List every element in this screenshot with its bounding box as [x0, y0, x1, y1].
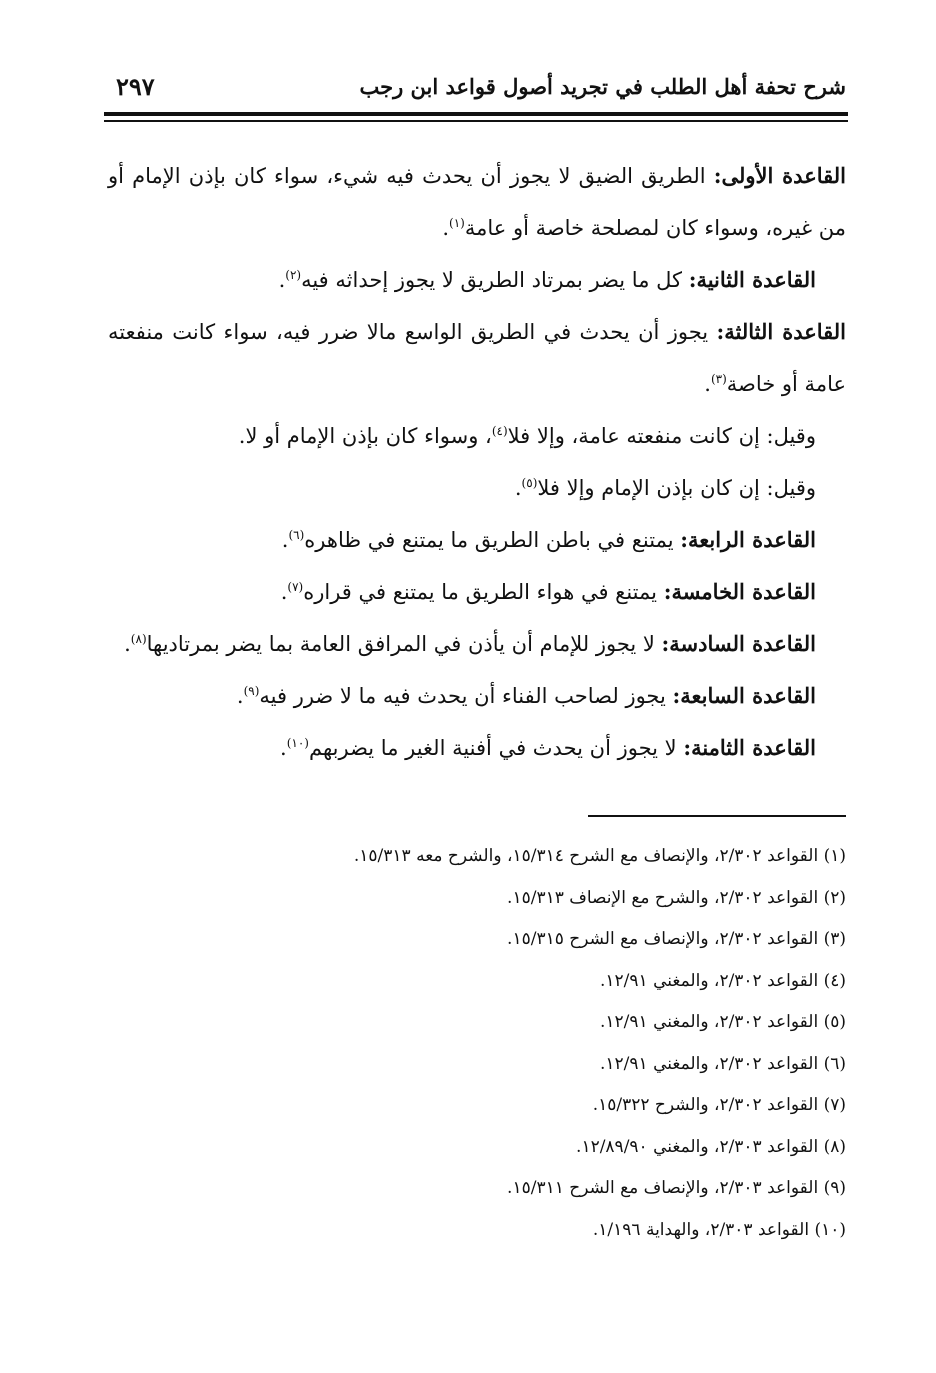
paragraph-rule-1 — [108, 150, 846, 254]
sentence-end: . — [124, 632, 131, 656]
rule-text: يجوز لصاحب الفناء أن يحدث فيه ما لا ضرر فيه — [259, 684, 673, 708]
paragraph-rule-2 — [108, 254, 846, 306]
running-title: شرح تحفة أهل الطلب في تجريد أصول قواعد ابن رجب — [359, 74, 846, 99]
footnote-9: (٩) القواعد ٢/٣٠٣، والإنصاف مع الشرح ١٥/٣١١. — [507, 1178, 846, 1198]
paragraph-rule-3 — [108, 306, 846, 410]
footnote-6: (٦) القواعد ٢/٣٠٢، والمغني ١٢/٩١. — [600, 1053, 846, 1074]
sentence-end: . — [278, 268, 286, 292]
page-number: ٢٩٧ — [116, 72, 155, 101]
sentence-end: . — [442, 216, 449, 240]
rule-text: كل ما يضر بمرتاد الطريق لا يجوز إحداثه فيه — [301, 268, 689, 292]
rule-title: القاعدة الخامسة: — [663, 579, 816, 604]
footnote-ref: (١) — [449, 216, 465, 230]
paragraph-rule-7 — [108, 670, 846, 722]
footnote-ref: (٨) — [130, 632, 147, 646]
sentence-end: . — [236, 684, 244, 708]
paragraph-opinion-1 — [108, 410, 846, 462]
opinion-text: وقيل: إن كانت منفعته عامة، وإلا فلا — [507, 424, 816, 448]
rule-text: لا يجوز أن يحدث في أفنية الغير ما يضربهم — [308, 736, 684, 760]
footnote-ref: (٥) — [521, 476, 538, 490]
footnote-ref: (٦) — [288, 528, 305, 542]
rule-title: القاعدة الأولى: — [713, 163, 846, 188]
header-rule-thick — [104, 112, 848, 116]
footnote-ref: (٧) — [287, 580, 304, 594]
rule-text: يجوز أن يحدث في الطريق الواسع مالا ضرر فيه، سواء كانت منفعته عامة أو خاصة — [108, 320, 846, 396]
rule-text: يمتنع في باطن الطريق ما يمتنع في ظاهره — [304, 528, 681, 552]
footnote-4: (٤) القواعد ٢/٣٠٢، والمغني ١٢/٩١. — [600, 970, 846, 991]
main-text — [108, 150, 846, 774]
sentence-end: . — [280, 736, 287, 760]
footnote-10: (١٠) القواعد ٢/٣٠٣، والهداية ١/١٩٦. — [592, 1219, 846, 1240]
footnote-separator — [588, 815, 846, 817]
rule-title: القاعدة الثامنة: — [683, 735, 816, 760]
paragraph-rule-4 — [108, 514, 846, 566]
footnote-7: (٧) القواعد ٢/٣٠٢، والشرح ١٥/٣٢٢. — [592, 1095, 846, 1115]
running-header — [108, 70, 846, 110]
rule-title: القاعدة الثالثة: — [716, 319, 846, 344]
sentence-end: . — [280, 580, 288, 604]
rule-text: الطريق الضيق لا يجوز أن يحدث فيه شيء، سواء كان بإذن الإمام أو من غيره، وسواء كان لمصلحة خاصة أو عامة — [108, 164, 846, 240]
sentence-end: . — [281, 528, 289, 552]
footnote-1: (١) القواعد ٢/٣٠٢، والإنصاف مع الشرح ١٥/٣١٤، والشرح معه ١٥/٣١٣. — [353, 846, 846, 866]
paragraph-rule-6 — [108, 618, 846, 670]
rule-title: القاعدة الثانية: — [688, 267, 816, 292]
footnote-8: (٨) القواعد ٢/٣٠٣، والمغني ١٢/٨٩/٩٠. — [576, 1136, 846, 1157]
footnote-5: (٥) القواعد ٢/٣٠٢، والمغني ١٢/٩١. — [600, 1012, 846, 1032]
footnote-ref: (١٠) — [286, 736, 309, 750]
paragraph-rule-5 — [108, 566, 846, 618]
rule-title: القاعدة السادسة: — [661, 631, 816, 656]
header-rule-thin — [104, 120, 848, 122]
paragraph-opinion-2 — [108, 462, 846, 514]
footnotes — [108, 836, 846, 1251]
rule-title: القاعدة السابعة: — [672, 683, 816, 708]
sentence-end: . — [514, 476, 522, 500]
footnote-ref: (٣) — [710, 372, 727, 386]
opinion-text-continued: ، وسواء كان بإذن الإمام أو لا. — [238, 424, 492, 448]
footnote-2: (٢) القواعد ٢/٣٠٢، والشرح مع الإنصاف ١٥/٣١٣. — [507, 887, 846, 908]
footnote-ref: (٤) — [491, 424, 508, 438]
paragraph-rule-8 — [108, 722, 846, 774]
footnote-ref: (٩) — [243, 684, 260, 698]
footnote-ref: (٢) — [285, 268, 302, 282]
rule-title: القاعدة الرابعة: — [680, 527, 816, 552]
opinion-text: وقيل: إن كان بإذن الإمام وإلا فلا — [537, 476, 816, 500]
rule-text: لا يجوز للإمام أن يأذن في المرافق العامة بما يضر بمرتاديها — [146, 632, 662, 656]
footnote-3: (٣) القواعد ٢/٣٠٢، والإنصاف مع الشرح ١٥/٣١٥. — [507, 929, 846, 949]
sentence-end: . — [704, 372, 711, 396]
rule-text: يمتنع في هواء الطريق ما يمتنع في قراره — [303, 580, 664, 604]
